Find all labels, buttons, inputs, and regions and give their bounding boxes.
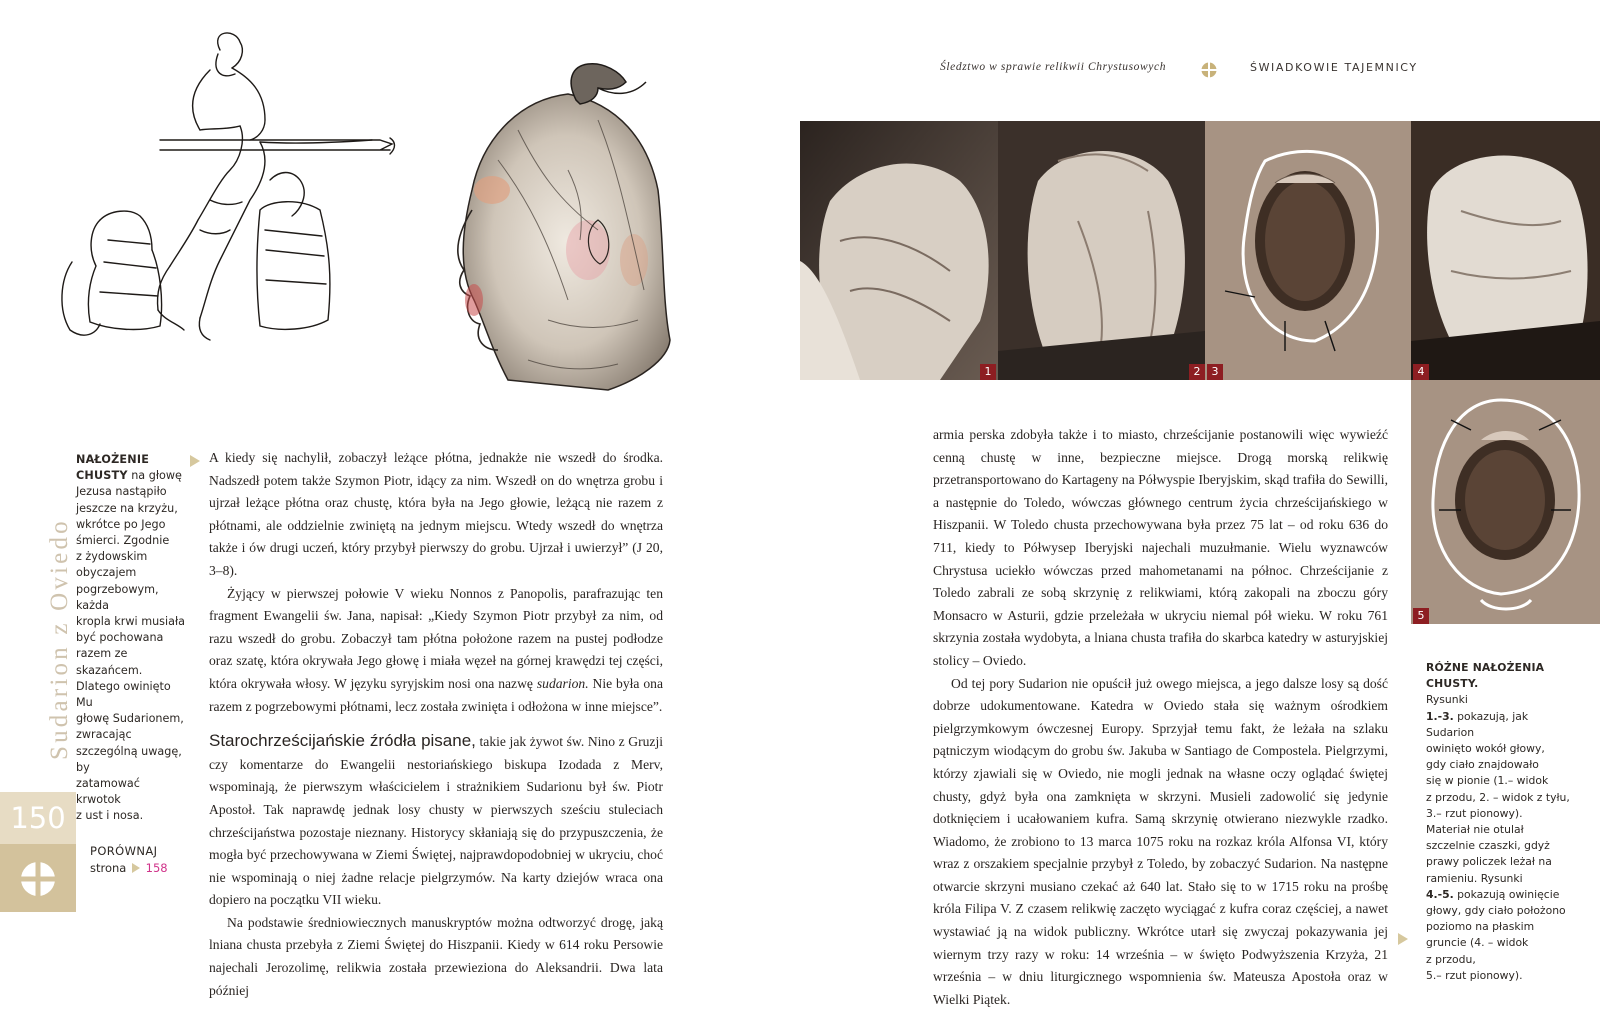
right-caption-line: gruncie (4. – widok xyxy=(1426,936,1529,950)
left-caption xyxy=(76,452,186,825)
right-caption-line: z przodu, 2. – widok z tyłu, xyxy=(1426,790,1570,804)
right-caption-line: 3.– rzut pionowy). xyxy=(1426,806,1523,820)
compare-label: PORÓWNAJ xyxy=(90,844,158,858)
right-text-column xyxy=(933,424,1388,1011)
right-caption-line: poziomo na płaskim xyxy=(1426,920,1535,934)
right-caption-line: prawy policzek leżał na xyxy=(1426,855,1552,869)
photo-3-top-view xyxy=(1205,121,1411,380)
compare-reference[interactable] xyxy=(90,843,168,876)
arrow-right-icon xyxy=(132,863,140,873)
wrapped-head-drawing xyxy=(448,60,688,400)
right-caption-line: gdy ciało znajdowało xyxy=(1426,758,1539,772)
left-caption-line: zatamować krwotok xyxy=(76,777,140,807)
right-caption-line: 1.-3. pokazują, jak Sudarion xyxy=(1426,709,1529,739)
left-paragraph-3: Starochrześcijańskie źródła pisane, takie jak żywot św. Nino z Gruzji czy komentarze do Ewangelii nestoriańskiego biskupa Izodada z Merv, wspominają, że pierwszym właścicielem i strażnikiem Sudarionu był św. Piotr Apostoł. Tak naprawdę jednak losy chusty w pierwszych sześciu stuleciach chrześcijaństwa pozostaje nieznany. Historycy skłaniają się do przypuszczenia, że mogła być przechowywana w Ziemi Świętej, najprawdopodobniej w ukryciu, choć nie wspominają o niej żadne relacje pielgrzymów. Na karty dziejów wraca ona dopiero na początku VII wieku. xyxy=(209,731,663,908)
left-caption-line: obyczajem xyxy=(76,566,137,580)
left-caption-line: razem ze skazańcem. xyxy=(76,647,143,677)
right-paragraph-1: armia perska zdobyła także i to miasto, chrześcijanie postanowili więc wywieźć cenną chustę w inne, bezpieczne miejsce. Drogą morską relikwię przetransportowano do Kartageny na Półwyspie Iberyjskim, skąd trafiła do Sewilli, a następnie do Toledo, wówczas głównego centrum życia chrześcijańskiego w Hiszpanii. W Toledo chusta przechowywana była przez 75 lat – od roku 636 do 711, kiedy to Półwysep Iberyjski najechali muzułmanie. Wielu wyznawców Chrystusa uciekło wówczas przed mahometanami na północ. Chrześcijanie z Toledo zabrali ze sobą skrzynię z relikwiami, którą zakopali na zboczu góry Monsacro w Asturii, gdzie przeleżała w ukryciu niemal pół wieku. W roku 761 skrzynia została wydobyta, a lniana chusta trafiła do skarbca katedry w asturyjskiej stolicy – Oviedo. xyxy=(933,427,1388,668)
right-caption-line: 5.– rzut pionowy). xyxy=(1426,968,1523,982)
right-caption-line: głowy, gdy ciało położono xyxy=(1426,904,1566,918)
photo-number-1: 1 xyxy=(980,364,996,380)
left-caption-line: z ust i nosa. xyxy=(76,809,144,823)
left-caption-line: kropla krwi musiała xyxy=(76,615,186,629)
left-caption-line: zwracając xyxy=(76,728,132,742)
vertical-chapter-title: Sudarion z Oviedo xyxy=(46,518,73,760)
left-caption-line: na głowę xyxy=(131,469,182,483)
left-caption-line: wkrótce po Jego xyxy=(76,517,166,531)
photo-2-back-view xyxy=(998,121,1205,380)
right-caption-heading: RÓŻNE NAŁOŻENIA CHUSTY. xyxy=(1426,661,1545,691)
section-subheading: Starochrześcijańskie źródła pisane, xyxy=(209,731,476,751)
running-header-right: ŚWIADKOWIE TAJEMNICY xyxy=(1250,61,1418,74)
left-caption-line: Dlatego owinięto Mu xyxy=(76,679,171,710)
left-caption-line: Jezusa nastąpiło xyxy=(76,485,167,499)
photo-1-front-view xyxy=(800,121,998,380)
right-caption xyxy=(1426,660,1576,984)
paragraph-arrow-icon xyxy=(1398,933,1408,945)
left-caption-lines xyxy=(76,484,186,824)
compare-page-link[interactable]: 158 xyxy=(145,860,168,875)
photo-4-horizontal-front xyxy=(1411,121,1600,380)
running-header-left: Śledztwo w sprawie relikwii Chrystusowych xyxy=(940,61,1167,73)
photo-number-4: 4 xyxy=(1413,364,1429,380)
left-caption-line: śmierci. Zgodnie xyxy=(76,534,170,548)
photo-5-horizontal-top xyxy=(1411,380,1600,624)
left-caption-line: jeszcze na krzyżu, xyxy=(76,501,178,515)
right-caption-line: 4.-5. pokazują owinięcie xyxy=(1426,887,1560,901)
left-caption-heading: NAŁOŻENIE CHUSTY xyxy=(76,453,150,483)
left-paragraph-2: Żyjący w pierwszej połowie V wieku Nonnos z Panopolis, parafrazując ten fragment Ewangelii św. Jana, napisał: „Kiedy Szymon Piotr przybył za nim, od razu wszedł do grobu. Zobaczył tam płótna położone razem na pustej podłodze oraz szatę, która okrywała Jego głowę i miała węzeł na górnej krawędzi tej części, która okrywała włosy. W języku syryjskim nosi ona nazwę sudarion. Nie była ona razem z pogrzebowymi płótnami, lecz została zwinięta i odłożona w inne miejsce”. xyxy=(209,585,663,714)
right-paragraph-2: Od tej pory Sudarion nie opuścił już owego miejsca, a jego dalsze losy są dość dobrze udokumentowane. Katedra w Oviedo stała się ważnym ośrodkiem pielgrzymkowym ówczesnej Europy. Sprzyjał temu fakt, że leżała na szlaku pątniczym wiodącym do grobu św. Jakuba w Santiago de Compostela. Pielgrzymi, którzy zjawiali się w Oviedo, nie mogli jednak na własne oczy oglądać świętej chusty, gdyż była ona zamknięta w skrzyni. Musieli zadowolić się jedynie dotknięciem i ucałowaniem kufra. Samą skrzynię otwierano niezwykle rzadko. Wiadomo, że zrobiono to 13 marca 1075 roku na rozkaz króla Alfonsa VI, który wraz z orszakiem specjalnie przybył z Toledo, by zobaczyć Sudarion. Na następne otwarcie skrzyni musiano czekać aż 640 lat. Stało się to w 1715 roku na prośbę króla Filipa V. Z czasem relikwię zaczęto wyciągać z kufra coraz częściej, a nawet wystawiać ją na widok publiczny. Wkrótce utarł się zwyczaj pokazywania jej wiernym trzy razy w roku: 14 września – w święto Podwyższenia Krzyża, 21 września – w dniu liturgicznego wspomnienia św. Mateusza Apostoła oraz w Wielki Piątek. xyxy=(933,675,1388,1007)
right-caption-line: się w pionie (1.– widok xyxy=(1426,774,1549,788)
left-caption-line: głowę Sudarionem, xyxy=(76,712,184,726)
cross-icon xyxy=(18,859,58,899)
right-caption-line: szczelnie czaszki, gdyż xyxy=(1426,839,1550,853)
right-caption-line: owinięto wokół głowy, xyxy=(1426,742,1545,756)
left-caption-line: pogrzebowym, każda xyxy=(76,582,159,612)
paragraph-arrow-icon xyxy=(190,455,200,467)
left-caption-line: szczególną uwagę, by xyxy=(76,744,182,774)
photo-number-2: 2 xyxy=(1189,364,1205,380)
compare-strona: strona xyxy=(90,860,127,875)
left-caption-line: z żydowskim xyxy=(76,550,148,564)
left-caption-line: być pochowana xyxy=(76,631,164,645)
descent-from-cross-drawing xyxy=(60,30,400,350)
photo-number-5: 5 xyxy=(1413,608,1429,624)
left-text-column xyxy=(209,447,663,1002)
left-paragraph-4: Na podstawie średniowiecznych manuskryptów można odtworzyć drogę, jaką lniana chusta przebyła z Ziemi Świętej do Hiszpanii. Kiedy w 614 roku Persowie najechali Jerozolimę, relikwia została przewieziona do Aleksandrii. Dwa lata później xyxy=(209,914,663,998)
right-caption-line: Rysunki xyxy=(1426,693,1468,707)
right-caption-line: Materiał nie otulał xyxy=(1426,823,1524,837)
right-caption-line: ramieniu. Rysunki xyxy=(1426,871,1523,885)
left-paragraph-1: A kiedy się nachylił, zobaczył leżące płótna, jednakże nie wszedł do środka. Nadszedł potem także Szymon Piotr, idący za nim. Wszedł on do wnętrza grobu i ujrzał leżące płótna oraz chustę, która była na Jego głowie, leżącą nie razem z płótnami, ale oddzielnie zwiniętą na jednym miejscu. Wtedy wszedł do wnętrza także i ów drugi uczeń, który przybył pierwszy do grobu. Ujrzał i uwierzył” (J 20, 3–8). xyxy=(209,450,663,578)
header-cross-icon xyxy=(1201,62,1217,78)
photo-number-3: 3 xyxy=(1207,364,1223,380)
right-caption-lines xyxy=(1426,692,1576,984)
page-number: 150 xyxy=(10,801,66,835)
right-caption-line: z przodu, xyxy=(1426,952,1476,966)
